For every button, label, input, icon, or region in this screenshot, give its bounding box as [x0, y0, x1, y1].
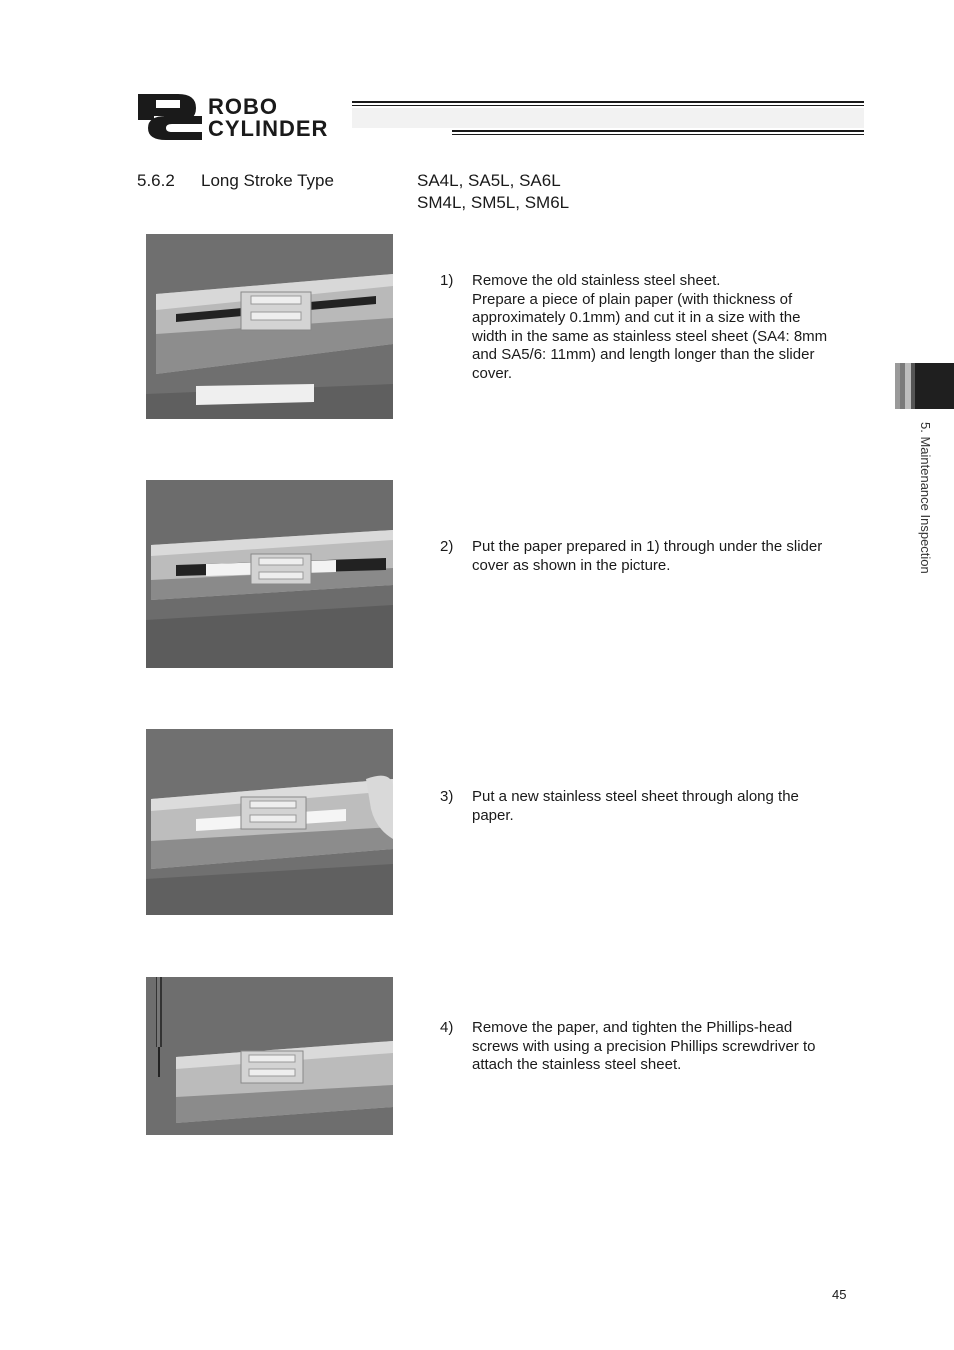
- section-number: 5.6.2: [137, 171, 175, 190]
- section-models-line1: SA4L, SA5L, SA6L: [417, 171, 561, 190]
- step-line: cover as shown in the picture.: [472, 556, 671, 574]
- step-line: cover.: [472, 364, 513, 382]
- chapter-tab: [895, 363, 954, 409]
- step3-photo: [146, 729, 393, 915]
- step-line: attach the stainless steel sheet.: [472, 1056, 682, 1074]
- step-text: [472, 538, 857, 575]
- step-line: Remove the old stainless steel sheet.: [472, 272, 721, 289]
- step-line: Prepare a piece of plain paper (with thickness of: [472, 290, 793, 308]
- step-line: Put the paper prepared in 1) through under the slider: [472, 538, 823, 555]
- chapter-side-label: 5. Maintenance Inspection: [918, 422, 933, 574]
- page-number: 45: [832, 1287, 847, 1302]
- step-line: and SA5/6: 11mm) and length longer than the slider: [472, 346, 815, 364]
- step-line: approximately 0.1mm) and cut it in a size with the: [472, 309, 801, 327]
- step-number: 3): [440, 788, 454, 805]
- step-number: 4): [440, 1019, 454, 1036]
- step-number: 2): [440, 538, 454, 555]
- step-text: [472, 272, 857, 384]
- step-text: [472, 1019, 857, 1075]
- step-number: 1): [440, 272, 454, 289]
- step2-photo: [146, 480, 393, 668]
- step-line: Remove the paper, and tighten the Phillips-head: [472, 1019, 793, 1036]
- step4-photo: [146, 977, 393, 1135]
- logo-line1: ROBO: [208, 94, 278, 119]
- step-line: width in the same as stainless steel sheet (SA4: 8mm: [472, 327, 828, 345]
- step-line: paper.: [472, 806, 514, 824]
- section-title: Long Stroke Type: [201, 171, 334, 190]
- section-models-line2: SM4L, SM5L, SM6L: [417, 193, 570, 212]
- logo-line2: CYLINDER: [208, 116, 329, 140]
- step-line: screws with using a precision Phillips screwdriver to: [472, 1037, 816, 1055]
- robo-cylinder-logo: [136, 92, 866, 140]
- step1-photo: [146, 234, 393, 419]
- step-line: Put a new stainless steel sheet through along the: [472, 788, 799, 805]
- step-text: [472, 788, 857, 825]
